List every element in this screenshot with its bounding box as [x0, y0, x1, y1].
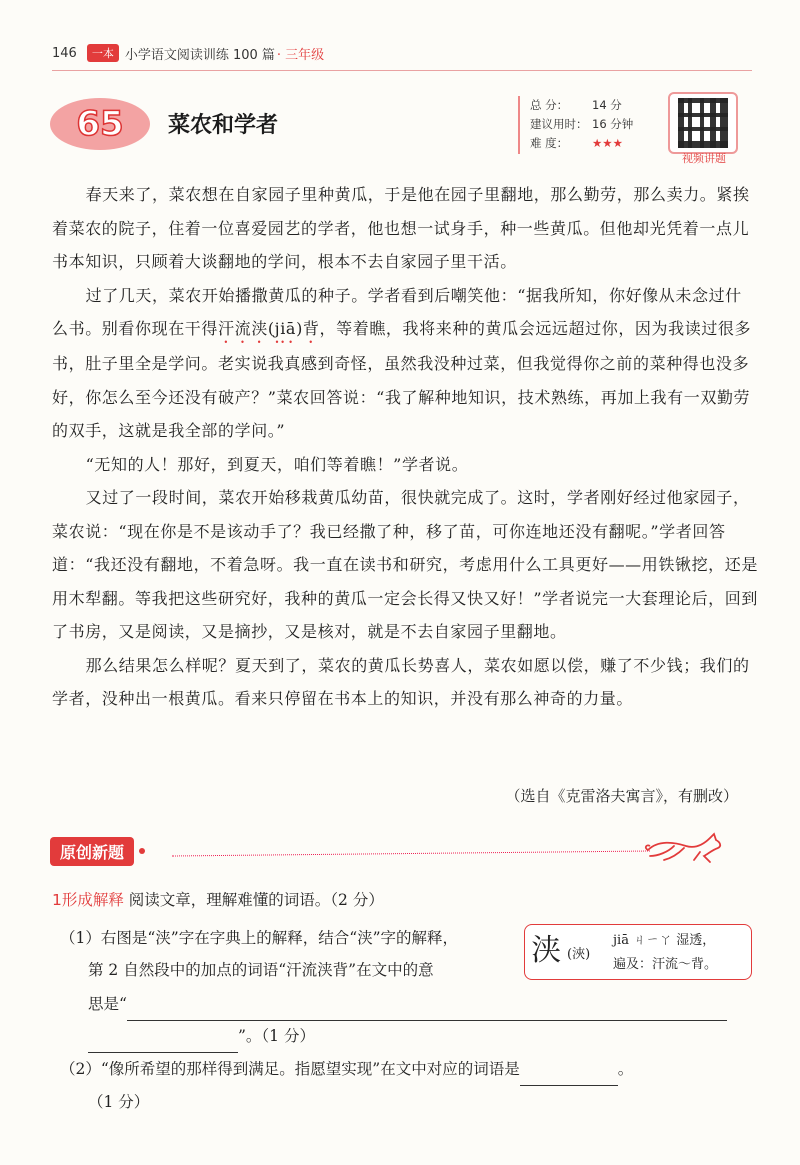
paragraph-3: “无知的人！那好，到夏天，咱们等着瞧！”学者说。	[85, 454, 469, 474]
answer-blank-2[interactable]	[520, 1063, 618, 1086]
question-1-1-line3: 思是“	[88, 988, 727, 1021]
answer-blank-1b[interactable]	[88, 1030, 238, 1053]
banner-dotted-line	[172, 850, 650, 856]
article-body	[52, 178, 758, 716]
time-value: 16 分钟	[592, 117, 634, 131]
grade-label: · 三年级	[276, 47, 325, 63]
book-title: 小学语文阅读训练 100 篇	[124, 47, 275, 63]
paragraph-5: 那么结果怎么样呢？夏天到了，菜农的黄瓜长势喜人，菜农如愿以偿，赚了不少钱；我们的学者，没种出一根黄瓜。看来只停留在书本上的知识，并没有那么神奇的力量。	[52, 655, 750, 708]
section-banner	[50, 836, 145, 866]
header-divider	[52, 70, 752, 71]
dictionary-entry-box	[524, 924, 752, 980]
question-1-2-line1: （2）“像所希望的那样得到满足。指愿望实现”在文中对应的词语是 。	[60, 1053, 633, 1086]
page-header	[52, 40, 324, 66]
video-explain-label[interactable]: 视频讲题	[682, 152, 726, 165]
question-1-1-line2: 第 2 自然段中的加点的词语“汗流浃背”在文中的意	[88, 961, 434, 979]
answer-blank-1a[interactable]	[127, 998, 727, 1021]
dictionary-variant: (浹)	[567, 947, 591, 962]
lesson-title: 菜农和学者	[168, 113, 279, 138]
section-banner-label: 原创新题	[50, 837, 134, 866]
question-1-1-line1: （1）右图是“浃”字在字典上的解释，结合“浃”字的解释，	[60, 929, 459, 947]
difficulty-label: 难 度：	[530, 136, 569, 150]
banner-dot	[139, 848, 145, 854]
dictionary-character: 浃	[531, 933, 561, 968]
time-label: 建议用时：	[530, 117, 588, 131]
qr-code-icon[interactable]	[668, 92, 738, 154]
total-score-label: 总 分：	[530, 98, 569, 112]
total-score-value: 14 分	[592, 98, 622, 112]
question-1-1-line4: ”。（1 分）	[88, 1020, 315, 1053]
question-1-2-line2: （1 分）	[88, 1093, 150, 1111]
lesson-number-badge: 65	[50, 98, 150, 150]
paragraph-4: 又过了一段时间，菜农开始移栽黄瓜幼苗，很快就完成了。这时，学者刚好经过他家园子，菜农说：“现在你是不是该动手了？我已经撒了种，移了苗，可你连地还没有翻呢。”学者回答道：“我还没有翻地，不着急呀。我一直在读书和研究，考虑用什么工具更好——用铁锹挖，还是用木犁翻。等我把这些研究好，我种的黄瓜一定会长得又快又好！”学者说完一大套理论后，回到了书房，又是阅读，又是摘抄，又是核对，就是不去自家园子里翻地。	[52, 488, 758, 641]
page-number: 146	[52, 45, 77, 61]
emphasized-phrase: 汗流浃(jiā)背	[218, 319, 320, 338]
lesson-info-box	[518, 96, 662, 154]
paragraph-2: 过了几天，菜农开始播撒黄瓜的种子。学者看到后嘲笑他：“据我所知，你好像从未念过什么书。别看你现在干得汗流浃(jiā)背，等着瞧，我将来种的黄瓜会远远超过你，因为我读过很多书，肚子里全是学问。老实说我真感到奇怪，虽然我没种过菜，但我觉得你之前的菜种得也没多好，你怎么至今还没有破产？”菜农回答说：“我了解种地知识，技术熟练，再加上我有一双勤劳的双手，这就是我全部的学问。”	[52, 285, 752, 440]
question-1-tag: 1形成解释	[52, 891, 124, 909]
running-cat-icon	[644, 826, 724, 866]
question-1-stem: 1形成解释 阅读文章，理解难懂的词语。（2 分）	[52, 891, 384, 909]
article-source: （选自《克雷洛夫寓言》，有删改）	[505, 787, 738, 805]
dictionary-pronunciation: jiā ㄐㄧㄚ 湿透，	[613, 933, 716, 948]
difficulty-stars: ★★★	[592, 136, 623, 150]
paragraph-1: 春天来了，菜农想在自家园子里种黄瓜，于是他在园子里翻地，那么勤劳，那么卖力。紧挨着菜农的院子，住着一位喜爱园艺的学者，他也想一试身手，种一些黄瓜。但他却光凭着一点儿书本知识，只顾着大谈翻地的学问，根本不去自家园子里干活。	[52, 185, 750, 271]
dictionary-definition: 遍及：汗流～背。	[613, 957, 718, 972]
brand-logo: 一本	[87, 44, 119, 62]
